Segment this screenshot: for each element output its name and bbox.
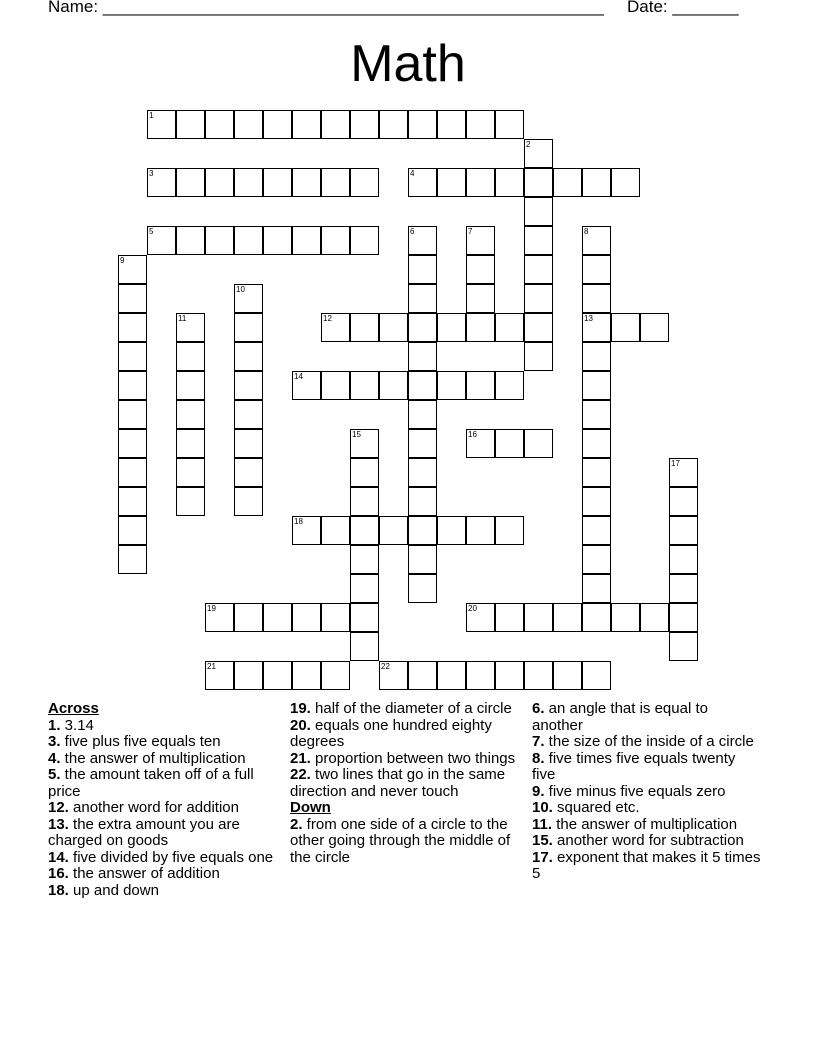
crossword-cell[interactable] (553, 661, 582, 690)
clue-item (532, 850, 762, 883)
crossword-cell[interactable] (321, 313, 350, 342)
clue-item (532, 784, 762, 801)
crossword-cell[interactable] (321, 110, 350, 139)
crossword-cell[interactable] (582, 168, 611, 197)
crossword-cell[interactable] (205, 661, 234, 690)
clue-text: two lines that go in the same direction and never touch (290, 766, 506, 800)
crossword-cell[interactable] (582, 603, 611, 632)
crossword-cell[interactable] (263, 168, 292, 197)
crossword-cell[interactable] (495, 371, 524, 400)
clue-label: 8. (532, 749, 545, 767)
crossword-cell[interactable] (466, 255, 495, 284)
clue-text: the amount taken off of a full price (48, 766, 254, 800)
clue-number: 5 (149, 227, 154, 236)
crossword-cell[interactable] (524, 197, 553, 226)
crossword-cell[interactable] (176, 429, 205, 458)
crossword-cell[interactable] (147, 110, 176, 139)
crossword-cell[interactable] (350, 574, 379, 603)
clue-number: 18 (294, 517, 303, 526)
crossword-cell[interactable] (408, 400, 437, 429)
clue-number: 2 (526, 140, 531, 149)
crossword-cell[interactable] (176, 110, 205, 139)
crossword-cell[interactable] (292, 371, 321, 400)
crossword-cell[interactable] (582, 545, 611, 574)
crossword-cell[interactable] (292, 110, 321, 139)
crossword-cell[interactable] (205, 110, 234, 139)
crossword-cell[interactable] (582, 574, 611, 603)
clue-text: five minus five equals zero (544, 782, 726, 800)
crossword-cell[interactable] (408, 313, 437, 342)
crossword-cell[interactable] (234, 168, 263, 197)
crossword-cell[interactable] (292, 168, 321, 197)
clue-number: 4 (410, 169, 415, 178)
clue-text: the size of the inside of a circle (544, 733, 754, 750)
clue-label: 6. (532, 700, 545, 717)
clue-label: 3. (48, 733, 61, 750)
crossword-cell[interactable] (176, 487, 205, 516)
crossword-cell[interactable] (350, 371, 379, 400)
crossword-cell[interactable] (350, 110, 379, 139)
crossword-cell[interactable] (350, 226, 379, 255)
crossword-cell[interactable] (321, 168, 350, 197)
crossword-cell[interactable] (118, 342, 147, 371)
clue-item (532, 734, 762, 751)
crossword-cell[interactable] (582, 226, 611, 255)
clue-number: 1 (149, 111, 154, 120)
crossword-cell[interactable] (408, 516, 437, 545)
clue-number: 14 (294, 372, 303, 381)
crossword-cell[interactable] (524, 429, 553, 458)
crossword-cell[interactable] (379, 516, 408, 545)
clue-text: five times five equals twenty five (532, 749, 736, 783)
crossword-cell[interactable] (495, 516, 524, 545)
clue-number: 17 (671, 459, 680, 468)
clue-number: 22 (381, 662, 390, 671)
crossword-cell[interactable] (263, 110, 292, 139)
section-heading: Down (290, 799, 331, 816)
crossword-cell[interactable] (379, 110, 408, 139)
crossword-cell[interactable] (321, 371, 350, 400)
crossword-cell[interactable] (611, 603, 640, 632)
crossword-cell[interactable] (205, 226, 234, 255)
crossword-cell[interactable] (466, 661, 495, 690)
clue-label: 15. (532, 832, 553, 849)
crossword-cell[interactable] (408, 574, 437, 603)
crossword-cell[interactable] (234, 284, 263, 313)
crossword-cell[interactable] (234, 603, 263, 632)
clue-label: 12. (48, 799, 69, 816)
clue-text: 3.14 (60, 716, 94, 734)
crossword-cell[interactable] (350, 487, 379, 516)
clue-label: 11. (532, 815, 553, 833)
crossword-cell[interactable] (611, 313, 640, 342)
crossword-cell[interactable] (408, 110, 437, 139)
clue-label: 10. (532, 799, 553, 816)
crossword-cell[interactable] (176, 168, 205, 197)
crossword-cell[interactable] (408, 342, 437, 371)
crossword-cell[interactable] (234, 342, 263, 371)
crossword-cell[interactable] (176, 400, 205, 429)
crossword-cell[interactable] (234, 661, 263, 690)
crossword-cell[interactable] (350, 632, 379, 661)
clue-item (48, 866, 288, 883)
crossword-cell[interactable] (582, 371, 611, 400)
crossword-cell[interactable] (611, 168, 640, 197)
clues-column-3 (532, 701, 762, 883)
crossword-cell[interactable] (408, 661, 437, 690)
crossword-cell[interactable] (234, 226, 263, 255)
crossword-cell[interactable] (350, 313, 379, 342)
crossword-cell[interactable] (466, 516, 495, 545)
crossword-cell[interactable] (234, 458, 263, 487)
crossword-cell[interactable] (118, 545, 147, 574)
clue-item (290, 817, 530, 867)
clue-number: 16 (468, 430, 477, 439)
crossword-cell[interactable] (263, 603, 292, 632)
clue-item (48, 751, 288, 768)
crossword-cell[interactable] (524, 226, 553, 255)
clues-column-1 (48, 701, 288, 899)
crossword-cell[interactable] (118, 255, 147, 284)
crossword-cell[interactable] (524, 661, 553, 690)
crossword-cell[interactable] (582, 487, 611, 516)
clue-label: 2. (290, 815, 303, 833)
crossword-cell[interactable] (408, 371, 437, 400)
crossword-cell[interactable] (495, 110, 524, 139)
clue-label: 16. (48, 865, 69, 882)
crossword-cell[interactable] (495, 313, 524, 342)
clue-item (48, 800, 288, 817)
clue-label: 20. (290, 716, 311, 734)
crossword-cell[interactable] (234, 371, 263, 400)
clues-column-2 (290, 701, 530, 866)
crossword-cell[interactable] (118, 284, 147, 313)
clue-text: from one side of a circle to the other going through the middle of the circle (290, 815, 511, 866)
clue-item (48, 850, 288, 867)
crossword-cell[interactable] (466, 226, 495, 255)
crossword-cell[interactable] (437, 313, 466, 342)
clue-item (290, 751, 530, 768)
name-field-label: Name: _____________________________________________________ (48, 0, 604, 16)
crossword-cell[interactable] (379, 371, 408, 400)
clue-label: 19. (290, 700, 311, 717)
clue-text: the answer of addition (68, 865, 220, 882)
crossword-cell[interactable] (408, 429, 437, 458)
crossword-cell[interactable] (669, 487, 698, 516)
crossword-cell[interactable] (669, 574, 698, 603)
date-field-label: Date: _______ (627, 0, 739, 16)
clue-number: 21 (207, 662, 216, 671)
crossword-cell[interactable] (466, 110, 495, 139)
clue-number: 8 (584, 227, 589, 236)
clue-item (290, 718, 530, 751)
crossword-cell[interactable] (582, 458, 611, 487)
crossword-cell[interactable] (495, 429, 524, 458)
clue-label: 18. (48, 881, 69, 899)
clue-number: 6 (410, 227, 415, 236)
crossword-cell[interactable] (524, 255, 553, 284)
clue-text: equals one hundred eighty degrees (290, 716, 492, 750)
clue-number: 9 (120, 256, 125, 265)
page-title: Math (350, 35, 466, 93)
crossword-cell[interactable] (408, 284, 437, 313)
crossword-cell[interactable] (176, 342, 205, 371)
crossword-cell[interactable] (582, 342, 611, 371)
crossword-cell[interactable] (292, 603, 321, 632)
crossword-cell[interactable] (466, 371, 495, 400)
crossword-cell[interactable] (582, 284, 611, 313)
clue-text: squared etc. (552, 799, 640, 816)
clue-number: 19 (207, 604, 216, 613)
crossword-cell[interactable] (292, 661, 321, 690)
crossword-cell[interactable] (205, 168, 234, 197)
crossword-cell[interactable] (524, 313, 553, 342)
clue-text: exponent that makes it 5 times 5 (532, 848, 761, 882)
crossword-cell[interactable] (495, 661, 524, 690)
crossword-cell[interactable] (553, 603, 582, 632)
crossword-cell[interactable] (640, 603, 669, 632)
crossword-cell[interactable] (582, 313, 611, 342)
crossword-cell[interactable] (176, 371, 205, 400)
crossword-cell[interactable] (466, 168, 495, 197)
crossword-cell[interactable] (582, 255, 611, 284)
clue-label: 5. (48, 766, 61, 783)
crossword-cell[interactable] (437, 110, 466, 139)
crossword-cell[interactable] (466, 284, 495, 313)
clue-item (48, 767, 288, 800)
crossword-cell[interactable] (524, 284, 553, 313)
crossword-cell[interactable] (118, 487, 147, 516)
crossword-cell[interactable] (466, 603, 495, 632)
clue-text: the answer of multiplication (60, 749, 246, 767)
crossword-cell[interactable] (321, 661, 350, 690)
clue-number: 20 (468, 604, 477, 613)
crossword-cell[interactable] (669, 516, 698, 545)
crossword-cell[interactable] (524, 603, 553, 632)
clue-item (48, 817, 288, 850)
crossword-cell[interactable] (350, 516, 379, 545)
clue-label: 14. (48, 848, 69, 866)
crossword-cell[interactable] (147, 168, 176, 197)
crossword-cell[interactable] (379, 661, 408, 690)
crossword-cell[interactable] (118, 313, 147, 342)
crossword-cell[interactable] (321, 226, 350, 255)
clue-text: the answer of multiplication (552, 815, 738, 833)
crossword-cell[interactable] (118, 458, 147, 487)
clue-text: another word for subtraction (552, 832, 744, 849)
clue-text: the extra amount you are charged on goods (48, 815, 240, 849)
crossword-cell[interactable] (234, 313, 263, 342)
crossword-cell[interactable] (553, 168, 582, 197)
crossword-cell[interactable] (321, 603, 350, 632)
crossword-cell[interactable] (263, 661, 292, 690)
crossword-cell[interactable] (205, 603, 234, 632)
crossword-cell[interactable] (495, 168, 524, 197)
clue-text: half of the diameter of a circle (310, 700, 512, 717)
clue-text: up and down (68, 881, 159, 899)
crossword-cell[interactable] (263, 226, 292, 255)
crossword-cell[interactable] (234, 110, 263, 139)
crossword-cell[interactable] (379, 313, 408, 342)
clue-number: 15 (352, 430, 361, 439)
crossword-cell[interactable] (466, 313, 495, 342)
crossword-cell[interactable] (524, 139, 553, 168)
clue-number: 10 (236, 285, 245, 294)
crossword-cell[interactable] (524, 342, 553, 371)
clue-label: 1. (48, 716, 61, 734)
crossword-cell[interactable] (466, 429, 495, 458)
clue-item (532, 817, 762, 834)
crossword-cell[interactable] (176, 313, 205, 342)
crossword-cell[interactable] (234, 429, 263, 458)
crossword-cell[interactable] (350, 545, 379, 574)
clue-item (532, 833, 762, 850)
crossword-cell[interactable] (640, 313, 669, 342)
clue-label: 17. (532, 848, 553, 866)
clue-number: 12 (323, 314, 332, 323)
clue-label: 13. (48, 815, 69, 833)
crossword-cell[interactable] (524, 168, 553, 197)
crossword-cell[interactable] (408, 458, 437, 487)
clue-number: 3 (149, 169, 154, 178)
crossword-cell[interactable] (582, 400, 611, 429)
clue-label: 4. (48, 749, 61, 767)
crossword-cell[interactable] (669, 603, 698, 632)
crossword-cell[interactable] (582, 661, 611, 690)
clue-label: 21. (290, 749, 311, 767)
crossword-cell[interactable] (408, 168, 437, 197)
crossword-cell[interactable] (118, 400, 147, 429)
clue-text: five plus five equals ten (60, 733, 221, 750)
crossword-cell[interactable] (408, 226, 437, 255)
crossword-cell[interactable] (582, 429, 611, 458)
crossword-cell[interactable] (582, 516, 611, 545)
crossword-cell[interactable] (437, 168, 466, 197)
crossword-cell[interactable] (669, 632, 698, 661)
crossword-cell[interactable] (495, 603, 524, 632)
crossword-cell[interactable] (234, 487, 263, 516)
clue-number: 13 (584, 314, 593, 323)
crossword-cell[interactable] (408, 255, 437, 284)
clue-text: five divided by five equals one (68, 848, 274, 866)
clue-label: 9. (532, 782, 545, 800)
clue-number: 7 (468, 227, 473, 236)
crossword-cell[interactable] (176, 458, 205, 487)
crossword-cell[interactable] (350, 603, 379, 632)
crossword-cell[interactable] (292, 226, 321, 255)
clue-text: another word for addition (68, 799, 239, 816)
crossword-cell[interactable] (408, 545, 437, 574)
crossword-cell[interactable] (437, 661, 466, 690)
crossword-cell[interactable] (669, 545, 698, 574)
clue-text: an angle that is equal to another (532, 700, 708, 734)
clue-number: 11 (178, 314, 187, 323)
crossword-cell[interactable] (234, 400, 263, 429)
crossword-cell[interactable] (118, 371, 147, 400)
clue-item (48, 883, 288, 900)
section-heading: Across (48, 700, 99, 717)
clue-label: 7. (532, 733, 545, 750)
crossword-cell[interactable] (669, 458, 698, 487)
clue-item (48, 734, 288, 751)
crossword-cell[interactable] (350, 458, 379, 487)
crossword-cell[interactable] (147, 226, 176, 255)
clue-item (532, 800, 762, 817)
crossword-cell[interactable] (350, 168, 379, 197)
crossword-cell[interactable] (292, 516, 321, 545)
clue-item (532, 701, 762, 734)
crossword-cell[interactable] (350, 429, 379, 458)
crossword-cell[interactable] (437, 371, 466, 400)
crossword-cell[interactable] (321, 516, 350, 545)
crossword-cell[interactable] (176, 226, 205, 255)
crossword-cell[interactable] (408, 487, 437, 516)
clue-text: proportion between two things (310, 749, 516, 767)
clue-item (532, 751, 762, 784)
clue-item (290, 701, 530, 718)
clue-item (290, 767, 530, 800)
clue-label: 22. (290, 766, 311, 783)
crossword-cell[interactable] (118, 429, 147, 458)
crossword-cell[interactable] (437, 516, 466, 545)
clue-item (48, 718, 288, 735)
crossword-cell[interactable] (118, 516, 147, 545)
